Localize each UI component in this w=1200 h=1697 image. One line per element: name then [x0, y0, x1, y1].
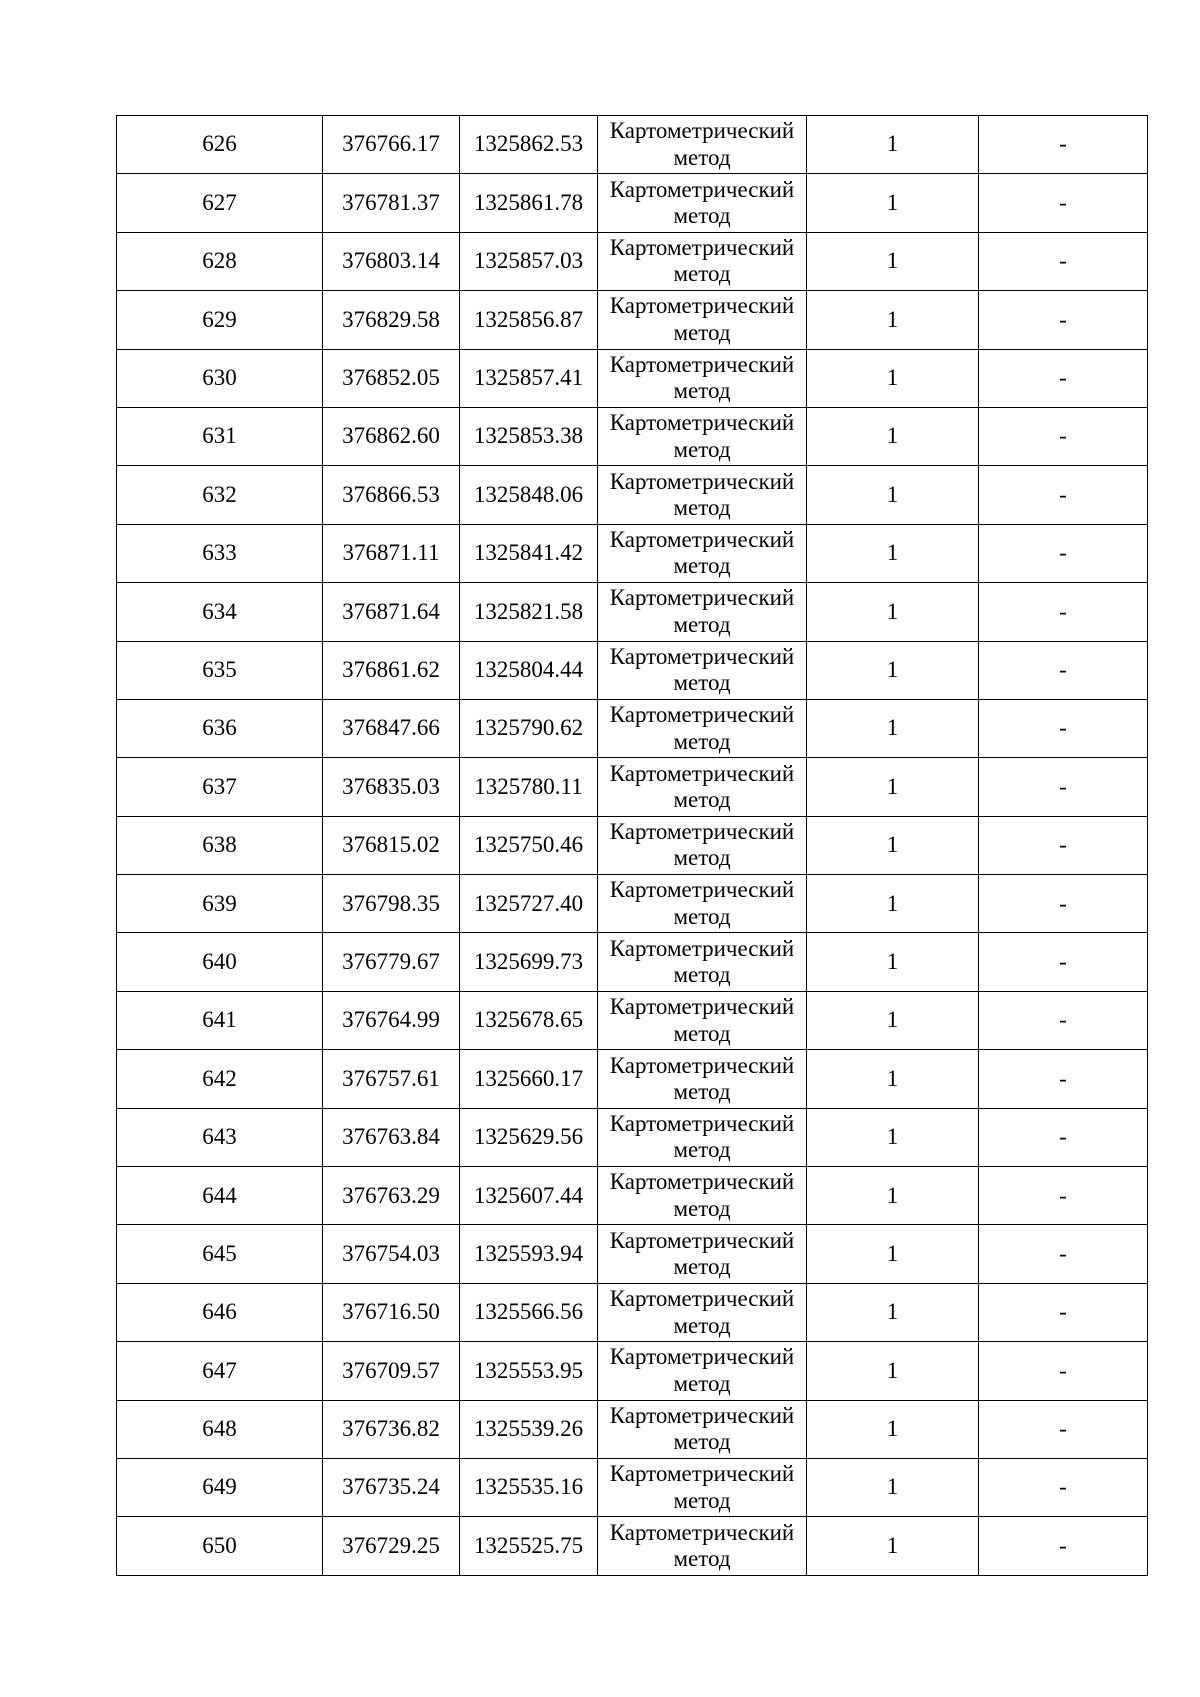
note-cell: - [979, 116, 1148, 174]
point-number-cell: 643 [117, 1108, 323, 1166]
method-cell: Картометрический метод [598, 116, 807, 174]
method-cell: Картометрический метод [598, 174, 807, 232]
method-cell: Картометрический метод [598, 1400, 807, 1458]
method-cell: Картометрический метод [598, 816, 807, 874]
x-coordinate-cell: 376829.58 [323, 291, 460, 349]
accuracy-cell: 1 [807, 1225, 979, 1283]
table-row [117, 699, 1148, 757]
x-coordinate-cell: 376871.11 [323, 524, 460, 582]
table-row [117, 875, 1148, 933]
x-coordinate-cell: 376709.57 [323, 1342, 460, 1400]
x-coordinate-cell: 376754.03 [323, 1225, 460, 1283]
method-cell: Картометрический метод [598, 1283, 807, 1341]
accuracy-cell: 1 [807, 116, 979, 174]
coordinates-table-body [117, 116, 1148, 1576]
x-coordinate-cell: 376757.61 [323, 1050, 460, 1108]
point-number-cell: 629 [117, 291, 323, 349]
x-coordinate-cell: 376781.37 [323, 174, 460, 232]
point-number-cell: 632 [117, 466, 323, 524]
note-cell: - [979, 174, 1148, 232]
method-cell: Картометрический метод [598, 349, 807, 407]
table-row [117, 583, 1148, 641]
y-coordinate-cell: 1325566.56 [460, 1283, 598, 1341]
accuracy-cell: 1 [807, 875, 979, 933]
accuracy-cell: 1 [807, 349, 979, 407]
x-coordinate-cell: 376736.82 [323, 1400, 460, 1458]
point-number-cell: 638 [117, 816, 323, 874]
x-coordinate-cell: 376866.53 [323, 466, 460, 524]
method-cell: Картометрический метод [598, 1050, 807, 1108]
note-cell: - [979, 524, 1148, 582]
table-row [117, 1108, 1148, 1166]
y-coordinate-cell: 1325821.58 [460, 583, 598, 641]
x-coordinate-cell: 376763.84 [323, 1108, 460, 1166]
note-cell: - [979, 1108, 1148, 1166]
y-coordinate-cell: 1325699.73 [460, 933, 598, 991]
y-coordinate-cell: 1325750.46 [460, 816, 598, 874]
x-coordinate-cell: 376835.03 [323, 758, 460, 816]
table-row [117, 758, 1148, 816]
point-number-cell: 649 [117, 1458, 323, 1516]
y-coordinate-cell: 1325790.62 [460, 699, 598, 757]
accuracy-cell: 1 [807, 699, 979, 757]
note-cell: - [979, 699, 1148, 757]
accuracy-cell: 1 [807, 1342, 979, 1400]
note-cell: - [979, 1517, 1148, 1575]
note-cell: - [979, 349, 1148, 407]
y-coordinate-cell: 1325856.87 [460, 291, 598, 349]
note-cell: - [979, 1400, 1148, 1458]
method-cell: Картометрический метод [598, 583, 807, 641]
table-row [117, 816, 1148, 874]
y-coordinate-cell: 1325539.26 [460, 1400, 598, 1458]
method-cell: Картометрический метод [598, 1342, 807, 1400]
method-cell: Картометрический метод [598, 758, 807, 816]
note-cell: - [979, 1167, 1148, 1225]
accuracy-cell: 1 [807, 933, 979, 991]
table-row [117, 1225, 1148, 1283]
note-cell: - [979, 466, 1148, 524]
table-row [117, 1517, 1148, 1575]
method-cell: Картометрический метод [598, 232, 807, 290]
y-coordinate-cell: 1325780.11 [460, 758, 598, 816]
y-coordinate-cell: 1325804.44 [460, 641, 598, 699]
x-coordinate-cell: 376815.02 [323, 816, 460, 874]
point-number-cell: 636 [117, 699, 323, 757]
note-cell: - [979, 875, 1148, 933]
y-coordinate-cell: 1325607.44 [460, 1167, 598, 1225]
accuracy-cell: 1 [807, 174, 979, 232]
table-row [117, 349, 1148, 407]
point-number-cell: 634 [117, 583, 323, 641]
method-cell: Картометрический метод [598, 291, 807, 349]
y-coordinate-cell: 1325593.94 [460, 1225, 598, 1283]
y-coordinate-cell: 1325857.41 [460, 349, 598, 407]
table-row [117, 1342, 1148, 1400]
x-coordinate-cell: 376803.14 [323, 232, 460, 290]
note-cell: - [979, 407, 1148, 465]
method-cell: Картометрический метод [598, 524, 807, 582]
table-row [117, 991, 1148, 1049]
y-coordinate-cell: 1325660.17 [460, 1050, 598, 1108]
method-cell: Картометрический метод [598, 991, 807, 1049]
point-number-cell: 648 [117, 1400, 323, 1458]
x-coordinate-cell: 376871.64 [323, 583, 460, 641]
point-number-cell: 635 [117, 641, 323, 699]
x-coordinate-cell: 376862.60 [323, 407, 460, 465]
method-cell: Картометрический метод [598, 933, 807, 991]
table-row [117, 641, 1148, 699]
note-cell: - [979, 1342, 1148, 1400]
note-cell: - [979, 1050, 1148, 1108]
note-cell: - [979, 933, 1148, 991]
note-cell: - [979, 758, 1148, 816]
method-cell: Картометрический метод [598, 407, 807, 465]
point-number-cell: 630 [117, 349, 323, 407]
point-number-cell: 644 [117, 1167, 323, 1225]
point-number-cell: 646 [117, 1283, 323, 1341]
accuracy-cell: 1 [807, 1167, 979, 1225]
note-cell: - [979, 1225, 1148, 1283]
x-coordinate-cell: 376763.29 [323, 1167, 460, 1225]
note-cell: - [979, 583, 1148, 641]
y-coordinate-cell: 1325857.03 [460, 232, 598, 290]
point-number-cell: 631 [117, 407, 323, 465]
table-row [117, 1458, 1148, 1516]
accuracy-cell: 1 [807, 232, 979, 290]
accuracy-cell: 1 [807, 816, 979, 874]
table-row [117, 1283, 1148, 1341]
method-cell: Картометрический метод [598, 641, 807, 699]
table-row [117, 407, 1148, 465]
method-cell: Картометрический метод [598, 1458, 807, 1516]
point-number-cell: 641 [117, 991, 323, 1049]
method-cell: Картометрический метод [598, 1108, 807, 1166]
note-cell: - [979, 291, 1148, 349]
y-coordinate-cell: 1325841.42 [460, 524, 598, 582]
x-coordinate-cell: 376766.17 [323, 116, 460, 174]
table-row [117, 933, 1148, 991]
y-coordinate-cell: 1325535.16 [460, 1458, 598, 1516]
point-number-cell: 642 [117, 1050, 323, 1108]
point-number-cell: 637 [117, 758, 323, 816]
table-row [117, 1050, 1148, 1108]
x-coordinate-cell: 376729.25 [323, 1517, 460, 1575]
y-coordinate-cell: 1325862.53 [460, 116, 598, 174]
x-coordinate-cell: 376735.24 [323, 1458, 460, 1516]
y-coordinate-cell: 1325848.06 [460, 466, 598, 524]
y-coordinate-cell: 1325861.78 [460, 174, 598, 232]
table-row [117, 291, 1148, 349]
table-row [117, 1167, 1148, 1225]
accuracy-cell: 1 [807, 1050, 979, 1108]
x-coordinate-cell: 376716.50 [323, 1283, 460, 1341]
y-coordinate-cell: 1325629.56 [460, 1108, 598, 1166]
y-coordinate-cell: 1325553.95 [460, 1342, 598, 1400]
accuracy-cell: 1 [807, 524, 979, 582]
table-row [117, 174, 1148, 232]
point-number-cell: 650 [117, 1517, 323, 1575]
note-cell: - [979, 641, 1148, 699]
accuracy-cell: 1 [807, 641, 979, 699]
accuracy-cell: 1 [807, 466, 979, 524]
table-row [117, 524, 1148, 582]
point-number-cell: 640 [117, 933, 323, 991]
table-row [117, 1400, 1148, 1458]
method-cell: Картометрический метод [598, 699, 807, 757]
point-number-cell: 647 [117, 1342, 323, 1400]
y-coordinate-cell: 1325727.40 [460, 875, 598, 933]
accuracy-cell: 1 [807, 407, 979, 465]
x-coordinate-cell: 376764.99 [323, 991, 460, 1049]
accuracy-cell: 1 [807, 1283, 979, 1341]
table-row [117, 116, 1148, 174]
y-coordinate-cell: 1325678.65 [460, 991, 598, 1049]
method-cell: Картометрический метод [598, 875, 807, 933]
point-number-cell: 639 [117, 875, 323, 933]
table-row [117, 466, 1148, 524]
accuracy-cell: 1 [807, 758, 979, 816]
x-coordinate-cell: 376861.62 [323, 641, 460, 699]
note-cell: - [979, 991, 1148, 1049]
point-number-cell: 627 [117, 174, 323, 232]
point-number-cell: 633 [117, 524, 323, 582]
note-cell: - [979, 1283, 1148, 1341]
method-cell: Картометрический метод [598, 1167, 807, 1225]
x-coordinate-cell: 376779.67 [323, 933, 460, 991]
y-coordinate-cell: 1325853.38 [460, 407, 598, 465]
point-number-cell: 628 [117, 232, 323, 290]
x-coordinate-cell: 376798.35 [323, 875, 460, 933]
note-cell: - [979, 816, 1148, 874]
accuracy-cell: 1 [807, 583, 979, 641]
accuracy-cell: 1 [807, 1400, 979, 1458]
y-coordinate-cell: 1325525.75 [460, 1517, 598, 1575]
table-row [117, 232, 1148, 290]
note-cell: - [979, 232, 1148, 290]
method-cell: Картометрический метод [598, 466, 807, 524]
method-cell: Картометрический метод [598, 1517, 807, 1575]
coordinates-table [116, 115, 1148, 1576]
accuracy-cell: 1 [807, 1517, 979, 1575]
accuracy-cell: 1 [807, 291, 979, 349]
accuracy-cell: 1 [807, 1108, 979, 1166]
accuracy-cell: 1 [807, 991, 979, 1049]
x-coordinate-cell: 376847.66 [323, 699, 460, 757]
accuracy-cell: 1 [807, 1458, 979, 1516]
point-number-cell: 626 [117, 116, 323, 174]
method-cell: Картометрический метод [598, 1225, 807, 1283]
note-cell: - [979, 1458, 1148, 1516]
x-coordinate-cell: 376852.05 [323, 349, 460, 407]
point-number-cell: 645 [117, 1225, 323, 1283]
